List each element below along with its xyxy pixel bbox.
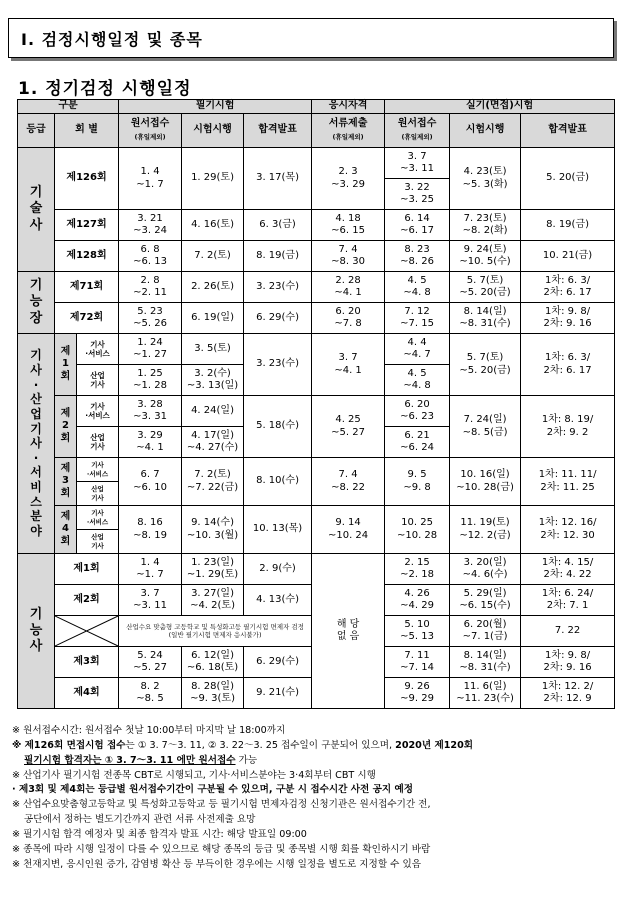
cross-mark [55,616,118,646]
header-round: 회 별 [55,114,119,148]
table-row [18,458,615,482]
pass-cell: 3. 17(목) [244,148,312,210]
note-underline-text: 필기시험 합격자는 ① 3. 7～3. 11 에만 원서접수 [24,754,236,766]
pass-cell: 4. 13(수) [244,585,312,616]
table-row [18,396,615,427]
header-grade: 등급 [18,114,55,148]
docs-cell: 9. 14 ~10. 24 [312,506,385,554]
pass-cell: 6. 29(수) [244,303,312,334]
ppass-cell: 10. 21(금) [521,241,615,272]
preg-cell: 9. 26 ~9. 29 [385,678,450,709]
pass-cell: 3. 23(수) [244,272,312,303]
exemption-note: 산업수요 맞춤형 고등학교 및 특성화고등 필기시험 면제자 검정(일반 필기시험 면제자 응시불가) [119,616,312,647]
table-row [18,272,615,303]
exam-cell: 9. 14(수) ~10. 3(월) [182,506,244,554]
sub-service: 기사 ·서비스 [77,396,119,427]
table-row [18,210,615,241]
preg-cell: 4. 5 ~4. 8 [385,365,450,396]
schedule-table [17,99,615,709]
reg-cell: 3. 21 ~3. 24 [119,210,182,241]
note-line: ※ 산업기사 필기시험 전종목 CBT로 시행되고, 기사·서비스분야는 3·4회부터 CBT 시행 [12,769,376,781]
note-line: ※ 천재지변, 응시인원 증가, 감염병 확산 등 부득이한 경우에는 시행 일정을 별도로 지정할 수 있음 [12,858,421,870]
table-row [18,554,615,585]
reg-cell: 5. 24 ~5. 27 [119,647,182,678]
header-reg-note: (휴일제외) [134,132,166,141]
exam-cell: 3. 27(일) ~4. 2(토) [182,585,244,616]
preg-cell: 2. 15 ~2. 18 [385,554,450,585]
exam-cell: 7. 2(토) [182,241,244,272]
exam-cell: 4. 24(일) [182,396,244,427]
preg-cell: 6. 20 ~6. 23 [385,396,450,427]
sub-service: 기사 ·서비스 [77,334,119,365]
header-docs-note: (휴일제외) [332,132,364,141]
table-row [18,303,615,334]
pexam-cell: 8. 14(일) ~8. 31(수) [450,303,521,334]
pass-cell: 8. 19(금) [244,241,312,272]
table-row [18,148,615,179]
sub-service: 기사 ·서비스 [77,506,119,530]
pass-cell: 8. 10(수) [244,458,312,506]
docs-cell: 2. 3 ~3. 29 [312,148,385,210]
exam-cell: 8. 28(일) ~9. 3(토) [182,678,244,709]
reg-cell: 5. 23 ~5. 26 [119,303,182,334]
sub-industrial: 산업 기사 [77,427,119,458]
preg-cell: 9. 5 ~9. 8 [385,458,450,506]
exam-cell: 3. 5(토) [182,334,244,365]
notes-section [12,724,624,873]
note-text: 는 ① 3. 7～3. 11, ② 3. 22～3. 25 접수일이 구분되어 있으며, [125,739,396,751]
pexam-cell: 7. 24(일) ~8. 5(금) [450,396,521,458]
round-cell: 제 4 회 [55,506,77,554]
docs-cell: 3. 7 ~4. 1 [312,334,385,396]
ppass-cell: 1차: 12. 16/ 2차: 12. 30 [521,506,615,554]
reg-cell: 3. 29 ~4. 1 [119,427,182,458]
pexam-cell: 8. 14(일) ~8. 31(수) [450,647,521,678]
reg-cell: 1. 4 ~1. 7 [119,554,182,585]
pexam-cell: 5. 7(토) ~5. 20(금) [450,334,521,396]
ppass-cell: 1차: 9. 8/ 2차: 9. 16 [521,303,615,334]
header-pexam: 시험시행 [450,114,521,148]
pexam-cell: 3. 20(일) ~4. 6(수) [450,554,521,585]
preg-cell: 4. 4 ~4. 7 [385,334,450,365]
header-reg-label: 원서접수 [130,118,170,129]
docs-cell: 4. 25 ~5. 27 [312,396,385,458]
ppass-cell: 1차: 6. 24/ 2차: 7. 1 [521,585,615,616]
section-header: Ⅰ. 검정시행일정 및 종목 [8,18,614,58]
ppass-cell: 7. 22 [521,616,615,647]
header-pass: 합격발표 [244,114,312,148]
note-line: ※ 종목에 따라 시행 일정이 다를 수 있으므로 해당 종목의 등급 및 종목별 시행 회를 확인하시기 바람 [12,843,431,855]
ppass-cell: 1차: 6. 3/ 2차: 6. 17 [521,334,615,396]
round-cell: 제127회 [55,210,119,241]
exam-cell: 6. 19(일) [182,303,244,334]
exam-cell: 1. 23(일) ~1. 29(토) [182,554,244,585]
round-cell: 제2회 [55,585,119,616]
note-text: 가능 [235,754,258,766]
exam-cell: 2. 26(토) [182,272,244,303]
table-row [18,241,615,272]
header-preg-label: 원서접수 [397,118,437,129]
header-row-1 [18,100,615,114]
ppass-cell: 8. 19(금) [521,210,615,241]
preg-cell: 10. 25 ~10. 28 [385,506,450,554]
ppass-cell: 1차: 4. 15/ 2차: 4. 22 [521,554,615,585]
ppass-cell: 1차: 11. 11/ 2차: 11. 25 [521,458,615,506]
category-gisulsa: 기 술 사 [18,148,55,272]
reg-cell: 3. 28 ~3. 31 [119,396,182,427]
reg-cell: 8. 2 ~8. 5 [119,678,182,709]
pexam-cell: 7. 23(토) ~8. 2(화) [450,210,521,241]
round-cell: 제1회 [55,554,119,585]
pexam-cell: 11. 19(토) ~12. 2(금) [450,506,521,554]
preg-cell: 3. 22 ~3. 25 [385,179,450,210]
preg-cell: 7. 11 ~7. 14 [385,647,450,678]
sub-industrial: 산업 기사 [77,482,119,506]
crossed-cell [55,616,119,647]
note-line: ※ 원서접수시간: 원서접수 첫날 10:00부터 마지막 날 18:00까지 [12,725,286,736]
preg-cell: 8. 23 ~8. 26 [385,241,450,272]
reg-cell: 6. 7 ~6. 10 [119,458,182,506]
reg-cell: 1. 25 ~1. 28 [119,365,182,396]
exam-cell: 7. 2(토) ~7. 22(금) [182,458,244,506]
exam-cell: 6. 12(일) ~6. 18(토) [182,647,244,678]
ppass-cell: 5. 20(금) [521,148,615,210]
reg-cell: 1. 4 ~1. 7 [119,148,182,210]
docs-cell: 해 당 없 음 [312,554,385,709]
pexam-cell: 6. 20(월) ~7. 1(금) [450,616,521,647]
header-exam: 시험시행 [182,114,244,148]
pass-cell: 5. 18(수) [244,396,312,458]
preg-cell: 4. 5 ~4. 8 [385,272,450,303]
exam-cell: 1. 29(토) [182,148,244,210]
ppass-cell: 1차: 9. 8/ 2차: 9. 16 [521,647,615,678]
note-line: 공단에서 정하는 별도기간까지 관련 서류 사전제출 요망 [24,814,256,826]
note-line [12,754,624,769]
pexam-cell: 5. 7(토) ~5. 20(금) [450,272,521,303]
note-line: · 제3회 및 제4회는 등급별 원서접수기간이 구분될 수 있으며, 구분 시 접수시간 사전 공지 예정 [12,784,414,796]
exam-cell: 4. 16(토) [182,210,244,241]
round-cell: 제72회 [55,303,119,334]
header-eligibility: 응시자격 [312,100,385,114]
docs-cell: 6. 20 ~7. 8 [312,303,385,334]
pass-cell: 10. 13(목) [244,506,312,554]
preg-cell: 7. 12 ~7. 15 [385,303,450,334]
note-bold-text: 2020년 제120회 [395,739,474,751]
preg-cell: 3. 7 ~3. 11 [385,148,450,179]
preg-cell: 4. 26 ~4. 29 [385,585,450,616]
category-gineungsa: 기 능 사 [18,554,55,709]
round-cell: 제71회 [55,272,119,303]
header-written: 필기시험 [119,100,312,114]
header-row-2 [18,114,615,148]
ppass-cell: 1차: 12. 2/ 2차: 12. 9 [521,678,615,709]
header-ppass: 합격발표 [521,114,615,148]
pass-cell: 3. 23(수) [244,334,312,396]
exam-cell: 4. 17(일) ~4. 27(수) [182,427,244,458]
note-line: ※ 산업수요맞춤형고등학교 및 특성화고등학교 등 필기시험 면제자검정 신청기관은 원서접수기간 전, [12,799,431,811]
docs-cell: 7. 4 ~8. 30 [312,241,385,272]
reg-cell: 3. 7 ~3. 11 [119,585,182,616]
header-docs [312,114,385,148]
round-cell: 제4회 [55,678,119,709]
pass-cell: 2. 9(수) [244,554,312,585]
round-cell: 제 3 회 [55,458,77,506]
note-line: ※ 필기시험 합격 예정자 및 최종 합격자 발표 시간: 해당 발표일 09:00 [12,829,307,841]
header-docs-label: 서류제출 [328,118,368,129]
header-reg [119,114,182,148]
pexam-cell: 11. 6(일) ~11. 23(수) [450,678,521,709]
preg-cell: 5. 10 ~5. 13 [385,616,450,647]
sub-industrial: 산업 기사 [77,530,119,554]
round-cell: 제128회 [55,241,119,272]
sub-service: 기사 ·서비스 [77,458,119,482]
exam-cell: 3. 2(수) ~3. 13(일) [182,365,244,396]
round-cell: 제 1 회 [55,334,77,396]
header-preg-note: (휴일제외) [401,132,433,141]
round-cell: 제 2 회 [55,396,77,458]
ppass-cell: 1차: 6. 3/ 2차: 6. 17 [521,272,615,303]
round-cell: 제3회 [55,647,119,678]
note-bold-text: ※ 제126회 면접시험 접수 [12,739,126,751]
preg-cell: 6. 21 ~6. 24 [385,427,450,458]
header-gubun: 구분 [18,100,119,114]
round-cell: 제126회 [55,148,119,210]
reg-cell: 6. 8 ~6. 13 [119,241,182,272]
docs-cell: 4. 18 ~6. 15 [312,210,385,241]
sub-industrial: 산업 기사 [77,365,119,396]
reg-cell: 2. 8 ~2. 11 [119,272,182,303]
note-line [12,739,624,754]
pexam-cell: 4. 23(토) ~5. 3(화) [450,148,521,210]
table-row [18,334,615,365]
docs-cell: 7. 4 ~8. 22 [312,458,385,506]
category-gisa: 기 사 · 산 업 기 사 · 서 비 스 분 야 [18,334,55,554]
pexam-cell: 10. 16(일) ~10. 28(금) [450,458,521,506]
reg-cell: 8. 16 ~8. 19 [119,506,182,554]
pexam-cell: 5. 29(일) ~6. 15(수) [450,585,521,616]
preg-cell: 6. 14 ~6. 17 [385,210,450,241]
table-row [18,506,615,530]
sub-title: 1. 정기검정 시행일정 [18,79,192,99]
category-gineungjang: 기 능 장 [18,272,55,334]
pexam-cell: 9. 24(토) ~10. 5(수) [450,241,521,272]
ppass-cell: 1차: 8. 19/ 2차: 9. 2 [521,396,615,458]
header-preg [385,114,450,148]
pass-cell: 6. 29(수) [244,647,312,678]
header-practical: 실기(면접)시험 [385,100,615,114]
pass-cell: 6. 3(금) [244,210,312,241]
pass-cell: 9. 21(수) [244,678,312,709]
reg-cell: 1. 24 ~1. 27 [119,334,182,365]
docs-cell: 2. 28 ~4. 1 [312,272,385,303]
